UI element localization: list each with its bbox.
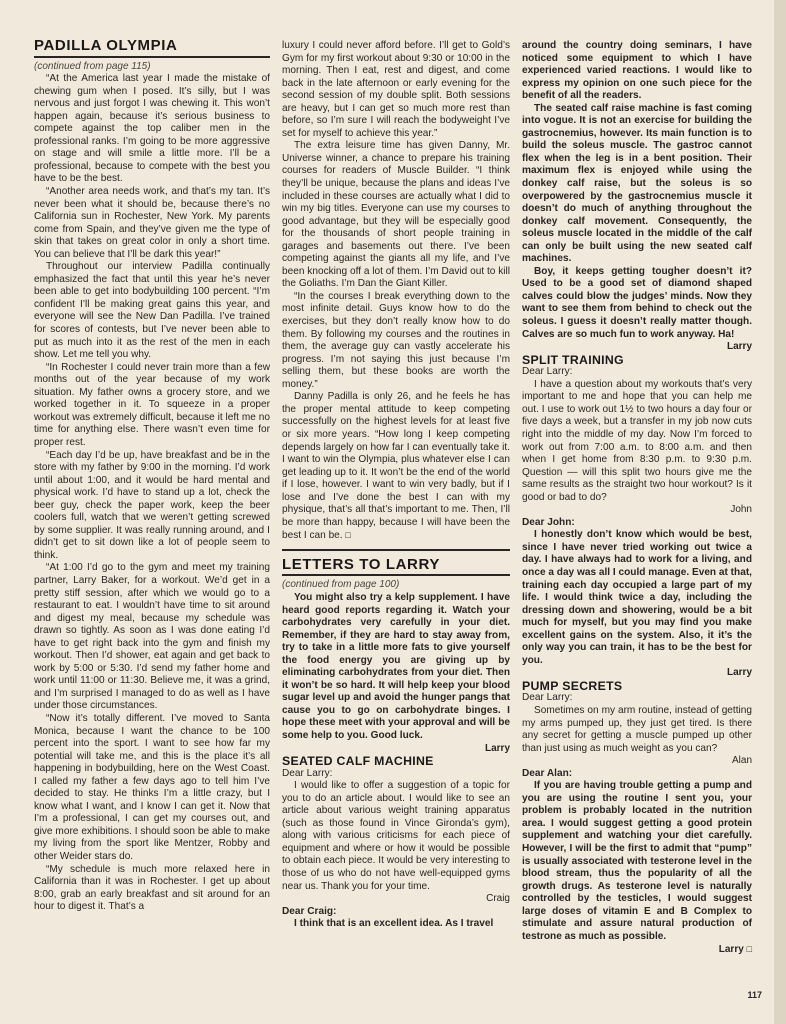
end-mark-icon: □ [746, 944, 752, 955]
reply-signature: Larry [726, 341, 752, 353]
reply-salutation: Dear Alan: [522, 767, 573, 779]
letter-signature: Craig [486, 893, 510, 905]
title-rule [34, 56, 270, 58]
reply-text: I honestly don’t know which would be best, since I have never tried working out twice a day. I have always had to work for a living, and once a day was all I could manage. Even at that, training each day occupied a large part of my life. I would think twice a day, including the dressing down and showering, would be a bit much for myself, but you may find you make excellent gains on the system. Also, it it’s the only way you can train, it has to be the best for you. [522, 529, 752, 666]
letter-salutation: Dear Larry: [522, 366, 573, 378]
calf-heading: SEATED CALF MACHINE [282, 754, 434, 769]
article-paragraph [282, 391, 510, 543]
reply-text: The seated calf raise machine is fast coming into vogue. It is not an exercise for building the gastrocnemius, however. Its main function is to build the soleus muscle. The gastroc cannot flex when the leg is in a bent position. Their maximum flex is enjoyed while using the donkey calf raise, but the soleus is so overpowered by the gastrocnemius muscle it doesn’t do much of anything throughout the donkey calf movement. Consequently, the soleus muscle located in the middle of the calf can only be built using the new seated calf machines. [522, 102, 752, 265]
letters-continued: (continued from page 100) [282, 579, 400, 591]
split-heading: SPLIT TRAINING [522, 352, 624, 367]
letters-section [282, 549, 510, 931]
article-paragraph: “At 1:00 I’d go to the gym and meet my training partner, Larry Baker, for a workout. We’d get in a pretty stiff session, after which we would go to a restaurant to eat. I wouldn’t have time to sit around and digest my meal, because my schedule was drawn so tightly. As soon as I was done eating I’d have to get right back into the gym and finish my workout. Then I’d shower, eat again and get back to work by 5:00 or 5:30. I’d send my father home and work until 11:00 or 11:30. Believe me, it was a grind, and I’m surprised I managed to do as well as I have under those circumstances. [34, 562, 270, 712]
reply-signature [522, 943, 752, 957]
reply-signature: Larry [726, 667, 752, 679]
reply-text: I think that is an excellent idea. As I travel [294, 918, 494, 930]
article-paragraph: Throughout our interview Padilla continually emphasized the fact that until this year he’s never been able to get into bodybuilding 100 percent. “I’m confident I’ll be making great gains this year, and everyone will see the New Dan Padilla. I’ve trained for scores of contests, but I’ve never been able to put as much into it as the rest of the men in each show. Let me tell you why. [34, 261, 270, 361]
article-paragraph: “Each day I’d be up, have breakfast and be in the store with my father by 9:00 in the morning. I’d work until about 1:00, and it would be hard mental and physical work. I’d have to stand up a lot, check the beer guy, check the paper work, keep the beer coolers full, watch that we weren’t getting screwed by some supplier. It was really running around, and I didn’t get to sit down like a lot of people seem to think. [34, 449, 270, 561]
letters-title: LETTERS TO LARRY [282, 555, 440, 573]
article-paragraph-text: Danny Padilla is only 26, and he feels he has the proper mental attitude to keep competing successfully on the highest levels for at least five or six more years. “How long I keep competing depends largely on how far I can eventually take it. I want to win the Olympia, plus whatever else I can get leading up to it. It won’t be the end of the world if I lose, however. I want to win very badly, but if I lose and I’ve done the best I can with my physique, that’s all that’s important to me. Then, I’ll be more than happy, because I will have been the best I can be. [282, 391, 510, 542]
reply-text: Boy, it keeps getting tougher doesn’t it? Used to be a good set of diamond shaped calves could blow the judges’ minds. Now they want to see them from behind to check out the soleus. I guess it doesn’t really matter though. Calves are so much fun to work anyway. Ha! [522, 265, 752, 340]
reply-text: around the country doing seminars, I have noticed some equipment to which I have experienced varied reactions. I would like to express my opinion on one such piece for the benefit of all the readers. [522, 40, 752, 102]
letter-text: I have a question about my workouts that’s very important to me and hope that you can help me out. I use to work out 1½ to two hours a day four or five days a week, but a transfer in my job now cuts right into the middle of my day. Now I’m forced to work out from 7:00 a.m. to 8:00 a.m. and then when I get home from 8:30 p.m. to 9:30 p.m. Question — will this split two hours give me the same results as the straight two hour workout? Is it good or bad to do? [522, 378, 752, 503]
reply-text: If you are having trouble getting a pump and you are using the routine I sent you, your problem is probably located in the nutrition area. I would suggest getting a good protein supplement and watching your diet carefully. However, I will be the first to admit that “pump” is usually associated with testerone level in the blood stream, thus the popularity of all the growth drugs. As testerone level is naturally controlled by the testicles, I would suggest large doses of vitamin E and B Complex to stimulate and assure natural production of testrone as much as possible. [522, 780, 752, 942]
pump-heading: PUMP SECRETS [522, 678, 623, 693]
article-continued: (continued from page 115) [34, 60, 151, 72]
article-paragraph: “My schedule is much more relaxed here in California than it was in Rochester. I get up about 8:00, grab an early breakfast and sit around for an hour to digest it. That’s a [34, 863, 270, 913]
letter-salutation: Dear Larry: [282, 767, 333, 779]
reply-salutation: Dear John: [522, 516, 575, 528]
article-paragraph: luxury I could never afford before. I’ll get to Gold’s Gym for my first workout about 9:30 or 10:00 in the morning. Then I eat, rest and digest, and come back in the late afternoon or early evening for the second session of my double split. Both sessions are heavy, but I can get so much more rest than before, so I’m sure I will reach the bodyweight I’ve set for myself to achieve this year.” [282, 40, 510, 139]
letter-salutation: Dear Larry: [522, 692, 573, 704]
article-paragraph: “Now it’s totally different. I’ve moved to Santa Monica, because I want the chance to be 100 percent into the sport. I want to see how far my potential will take me, and this is the place it’s all happening in bodybuilding, here on the West Coast. I called my father a few days ago to tell him I’ve decided to stay. He thinks I’m a little crazy, but I know what I want, and I know I can get it. Now that I’m a professional, I can get my courses out, and give more exhibitions. I should soon be able to make my living from the sport like Mentzer, Robby and other Weider stars do. [34, 712, 270, 862]
page-number: 117 [747, 990, 762, 1000]
column-2 [282, 40, 510, 931]
article-title: PADILLA OLYMPIA [34, 37, 178, 54]
letters-rule [282, 574, 510, 576]
letter-text: Sometimes on my arm routine, instead of getting my arms pumped up, they just get tired. Is there any secret for getting a muscle pumped up other than just using as much weight as you can? [522, 704, 752, 754]
end-mark-icon: □ [345, 530, 351, 541]
article-paragraph: “In the courses I break everything down to the most infinite detail. Guys know how to do the exercises, but they don’t really know how to do them. By following my courses and the routines in them, the average guy can vastly accelerate his progress. I’m not saying this just because I’m selling them, but these books are worth the money.” [282, 290, 510, 390]
article-paragraph: “In Rochester I could never train more than a few months out of the year because of my work situation. My father owns a grocery store, and we worked together in it. To squeeze in a proper workout was extremely difficult, because it left me no time for anything else. There wasn’t even time for proper rest. [34, 361, 270, 448]
letter-text: I would like to offer a suggestion of a topic for you to do an article about. I would like to see an article about various weight training apparatus (such as those found in Vince Gironda’s gym), along with various criticisms for each piece of equipment and where or how it would be possible to obtain each piece. It would be very interesting to those of us who do not have well-equipped gyms near us. Thank you for your time. [282, 780, 510, 892]
reply-signature-text: Larry [718, 944, 744, 956]
article-paragraph: “Another area needs work, and that’s my tan. It’s never been what it should be, because there’s no California sun in Rochester, New York. My parents come from Spain, and they’ve given me the type of skin that takes on great color in only a short time. You can believe that I’ll be dark this year!” [34, 186, 270, 260]
article-paragraph: The extra leisure time has given Danny, Mr. Universe winner, a chance to prepare his training courses for readers of Muscle Builder. “I think they’ll be unique, because the plans and ideas I’ve included in these courses are actually what I did to win my big titles. Everyone can use my courses to good advantage, but they will be especially good for the thousands of short people training in garages and basements out there. I’ve been competing against the giants all my life, and I’ve been knocking off a lot of them. I’m David out to kill the Goliaths. I’m Dan the Giant Killer. [282, 140, 510, 290]
article-paragraph: “At the America last year I made the mistake of chewing gum when I posed. It’s silly, but I was nervous and just forgot I was chewing it. This won’t happen again, because it’s serious business to compete against the top caliber men in the professional ranks. I’m going to be more aggressive on stage and will smile a little more. I’ll be a professional, because to compete with the best you have to be the best. [34, 73, 270, 185]
letter-signature: John [730, 504, 752, 516]
reply-signature: Larry [484, 742, 510, 754]
column-3 [522, 40, 752, 957]
column-1 [34, 37, 270, 914]
page-edge [774, 0, 786, 1024]
letter-signature: Alan [731, 755, 752, 767]
reply-text: You might also try a kelp supplement. I have heard good reports regarding it. Watch your carbohydrates very carefully in your diet. Remember, if they are hard to stay away from, try to take in a little more fats to give yourself the food energy you are giving up by eliminating carbohydrates from your diet. Then it won’t be so hard. It will help keep your blood sugar level up and avoid the hunger pangs that cause you to go on carbohydrate binges. I hope these meet with your approval and will be some help to you. Good luck. [282, 591, 510, 741]
reply-salutation: Dear Craig: [282, 905, 337, 917]
